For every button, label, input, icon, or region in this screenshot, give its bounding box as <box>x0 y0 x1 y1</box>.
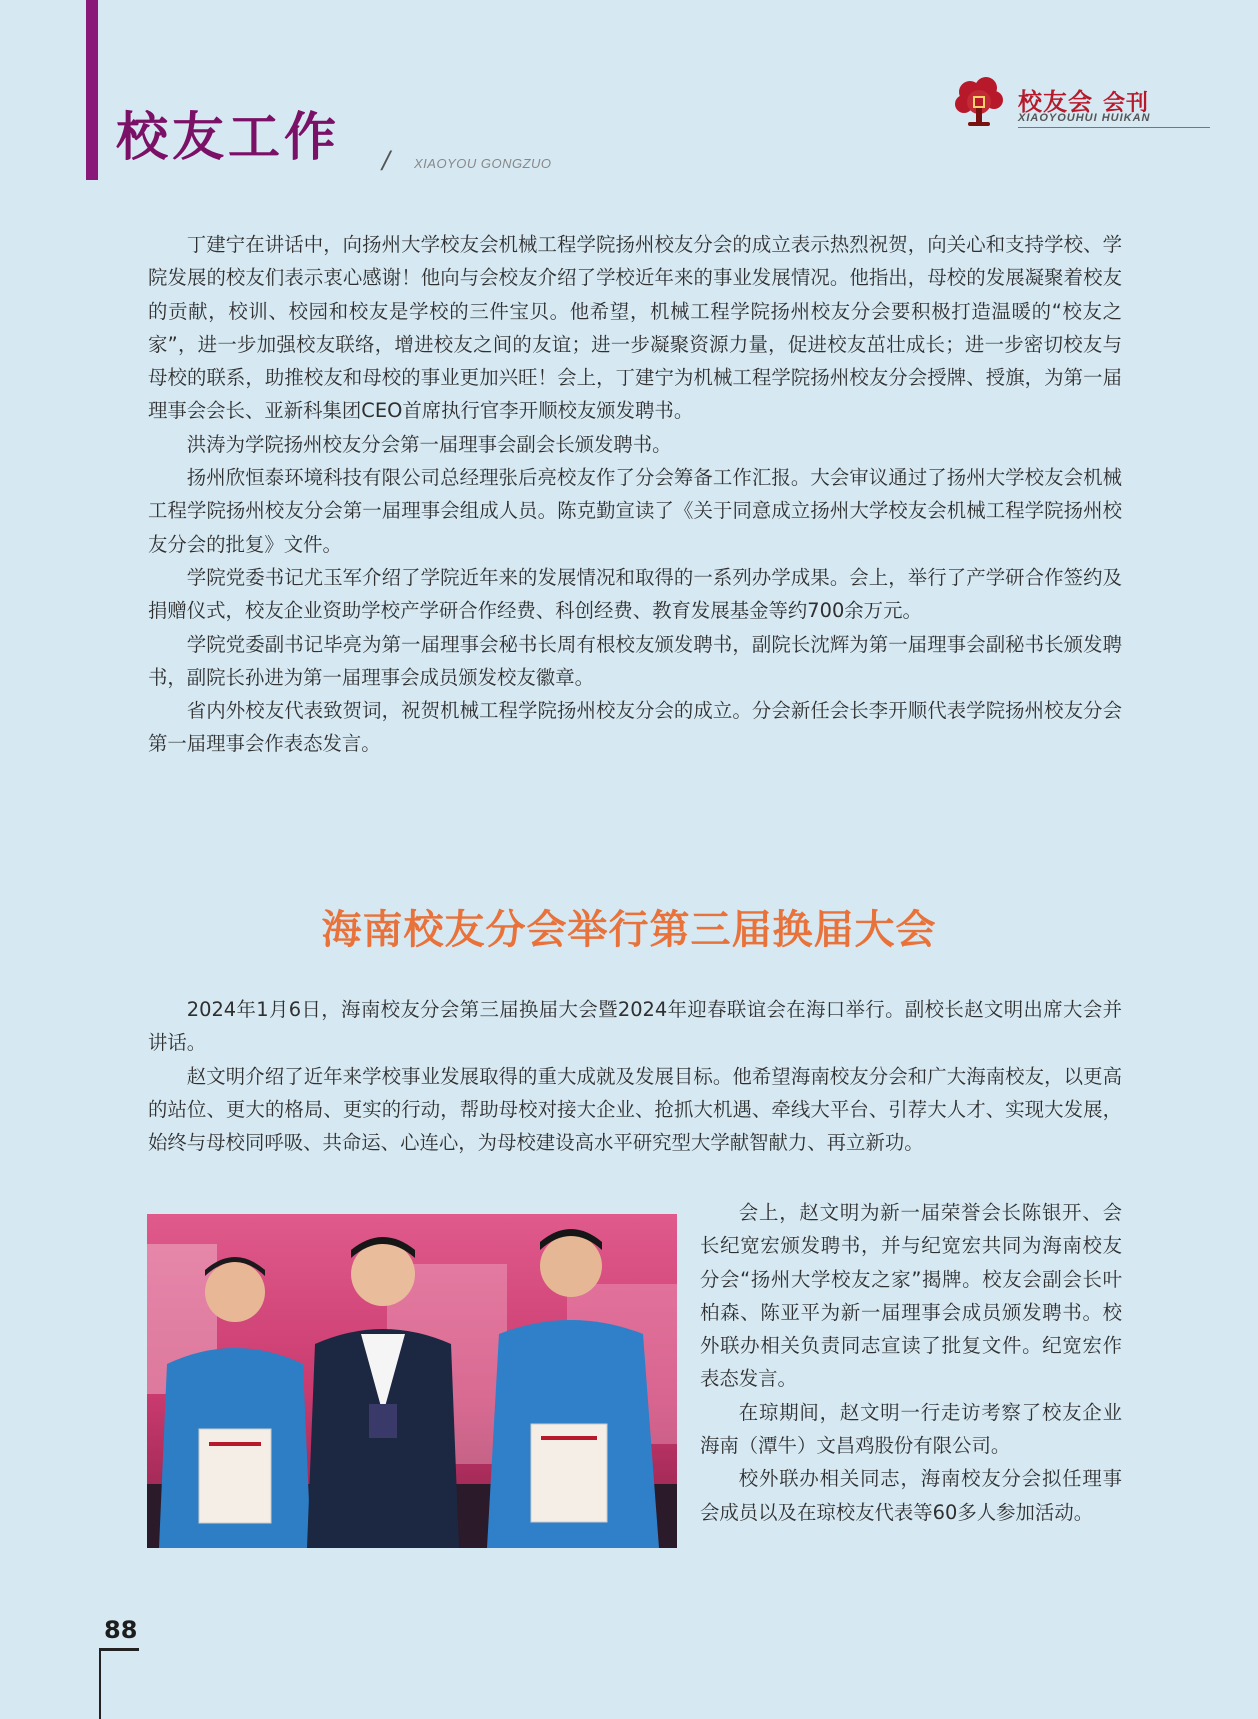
paragraph: 扬州欣恒泰环境科技有限公司总经理张后亮校友作了分会筹备工作汇报。大会审议通过了扬州大学校友会机械工程学院扬州校友分会第一届理事会组成人员。陈克勤宣读了《关于同意成立扬州大学校友会机械工程学院扬州校友分会的批复》文件。 <box>148 466 1122 556</box>
paragraph: 洪涛为学院扬州校友分会第一届理事会副会长颁发聘书。 <box>186 432 672 456</box>
section-accent-bar <box>86 0 98 180</box>
logo-title: 校友会 <box>1018 88 1093 116</box>
article-title: 海南校友分会举行第三届换届大会 <box>321 906 937 953</box>
event-photo-illustration <box>147 1214 677 1548</box>
page-number: 88 <box>104 1616 138 1644</box>
article1-body <box>148 228 1122 761</box>
logo-rule <box>1018 127 1210 128</box>
paragraph: 丁建宁在讲话中，向扬州大学校友会机械工程学院扬州校友分会的成立表示热烈祝贺，向关心和支持学校、学院发展的校友们表示衷心感谢！他向与会校友介绍了学校近年来的事业发展情况。他指出，母校的发展凝聚着校友的贡献，校训、校园和校友是学校的三件宝贝。他希望，机械工程学院扬州校友分会要积极打造温暖的“校友之家”，进一步加强校友联络，增进校友之间的友谊；进一步凝聚资源力量，促进校友茁壮成长；进一步密切校友与母校的联系，助推校友和母校的事业更加兴旺！会上，丁建宁为机械工程学院扬州校友分会授牌、授旗，为第一届理事会会长、亚新科集团CEO首席执行官李开顺校友颁发聘书。 <box>148 233 1122 423</box>
article2-side-text <box>700 1196 1122 1529</box>
paragraph: 会上，赵文明为新一届荣誉会长陈银开、会长纪宽宏颁发聘书，并与纪宽宏共同为海南校友分会“扬州大学校友之家”揭牌。校友会副会长叶柏森、陈亚平为新一届理事会成员颁发聘书。校外联办相关负责同志宣读了批复文件。纪宽宏作表态发言。 <box>700 1201 1122 1391</box>
paragraph: 在琼期间，赵文明一行走访考察了校友企业海南（潭牛）文昌鸡股份有限公司。 <box>700 1400 1122 1458</box>
paragraph: 学院党委书记尤玉军介绍了学院近年来的发展情况和取得的一系列办学成果。会上，举行了产学研合作签约及捐赠仪式，校友企业资助学校产学研合作经费、科创经费、教育发展基金等约700余万元。 <box>148 565 1122 623</box>
page-corner-rule <box>99 1648 139 1651</box>
article2-body <box>148 993 1122 1159</box>
paragraph: 赵文明介绍了近年来学校事业发展取得的重大成就及发展目标。他希望海南校友分会和广大海南校友，以更高的站位、更大的格局、更实的行动，帮助母校对接大企业、抢抓大机遇、牵线大平台、引荐大人才、实现大发展，始终与母校同呼吸、共命运、心连心，为母校建设高水平研究型大学献智献力、再立新功。 <box>148 1064 1122 1155</box>
paragraph: 学院党委副书记毕亮为第一届理事会秘书长周有根校友颁发聘书，副院长沈辉为第一届理事会副秘书长颁发聘书，副院长孙进为第一届理事会成员颁发校友徽章。 <box>148 632 1122 689</box>
paragraph: 省内外校友代表致贺词，祝贺机械工程学院扬州校友分会的成立。分会新任会长李开顺代表学院扬州校友分会第一届理事会作表态发言。 <box>148 699 1122 756</box>
logo-title-kan: 会刊 <box>1103 91 1150 116</box>
tree-emblem-icon <box>952 76 1006 128</box>
section-subtitle: XIAOYOU GONGZUO <box>414 156 552 171</box>
paragraph: 校外联办相关同志，海南校友分会拟任理事会成员以及在琼校友代表等60多人参加活动。 <box>700 1467 1122 1524</box>
page-corner-rule-vertical <box>99 1648 101 1719</box>
section-title: 校友工作 <box>116 108 341 168</box>
paragraph: 2024年1月6日，海南校友分会第三届换届大会暨2024年迎春联谊会在海口举行。副校长赵文明出席大会并讲话。 <box>148 998 1122 1055</box>
magazine-logo <box>952 72 1252 132</box>
logo-subtitle: XIAOYOUHUI HUIKAN <box>1018 112 1151 124</box>
section-slash: / <box>382 146 391 174</box>
event-photo <box>147 1214 677 1548</box>
